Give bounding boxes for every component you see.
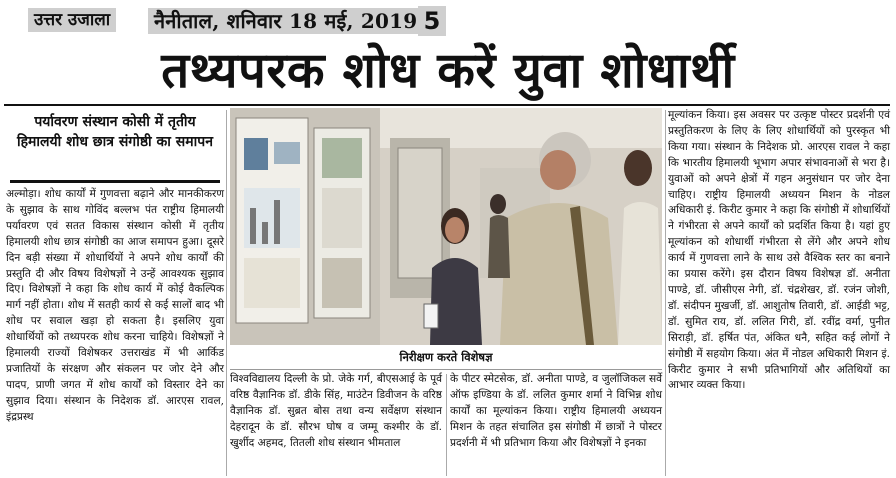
subheadline-rule (10, 180, 220, 183)
masthead (0, 0, 896, 42)
article-headline: तथ्यपरक शोध करें युवा शोधार्थी (161, 42, 735, 99)
newspaper-name: उत्तर उजाला (28, 8, 116, 32)
exhibition-photo-illustration (230, 108, 662, 345)
dateline: नैनीताल, शनिवार 18 मई, 2019 (148, 8, 423, 34)
page-number: 5 (418, 6, 446, 36)
article-column-3: के पीटर स्मेटसेक, डॉ. अनीता पाण्डे, व जुलॉजिकल सर्वे ऑफ इण्डिया के डॉ. ललित कुमार शर्मा ने विभिन्न शोध कार्यों का मूल्यांकन किया। राष्ट्रीय हिमालयी अध्ययन मिशन के तहत संचालित इस संगोष्ठी में छात्रों ने पोस्टर प्रदर्शनी में भी प्रतिभाग किया और विशेषज्ञों ने इनका (450, 373, 662, 449)
column-divider (665, 110, 666, 476)
article-subheadline: पर्यावरण संस्थान कोसी में तृतीय हिमालयी शोध छात्र संगोष्ठी का समापन (17, 114, 213, 150)
article-column-2: विश्वविद्यालय दिल्ली के प्रो. जेके गर्ग, बीएसआई के पूर्व वरिष्ठ वैज्ञानिक डॉ. डीके सिंह, माउंटेन डिवीजन के वरिष्ठ वैज्ञानिक डॉ. सुब्रत बोस तथा वन्य सर्वेक्षण संस्थान देहरादून के डॉ. सौरभ घोष व जम्मू कश्मीर के डॉ. खुर्शीद अहमद, तितली शोध संस्थान भीमताल (230, 373, 442, 449)
headline-rule (4, 104, 890, 106)
article-column-4: मूल्यांकन किया। इस अवसर पर उत्कृष्ट पोस्टर प्रदर्शनी एवं प्रस्तुतिकरण के लिए के लिए शोधार्थियों को पुरस्कृत भी किया गया। संस्थान के निदेशक प्रो. आरएस रावल ने कहा कि भारतीय हिमालयी भूभाग अपार संभावनाओं से भरा है। युवाओं को अपने क्षेत्रों में गहन अनुसंधान पर जोर देना चाहिए। राष्ट्रीय हिमालयी अध्ययन मिशन के नोडल अधिकारी इं. किरीट कुमार ने कहा कि संगोष्ठी में शोधार्थियों ने गंभीरता से अपने कार्यों को प्रदर्शित किया है। यहां हुए मूल्यांकन को शोधार्थी गंभीरता से लेंगे और अपने शोध कार्य में गुणवत्ता लाने के साथ उसे वैश्विक स्तर का बनाने का प्रयास करेंगे। इस दौरान विषय विशेषज्ञ डॉ. अनीता पाण्डे, डॉ. जीसीएस नेगी, डॉ. चंद्रशेखर, डॉ. रजंन जोशी, डॉ. संदीपन मुखर्जी, डॉ. आशुतोष तिवारी, डॉ. आईडी भट्ट, डॉ. सुमित राय, डॉ. ललित गिरी, डॉ. रवींद्र वर्मा, पुनीत सिराड़ी, डॉ. हर्षित पंत, अंकित धनै, सहित कई लोगों ने संगोष्ठी में सहयोग किया। अंत में नोडल अधिकारी मिशन इं. किरीट कुमार ने सभी प्रतिभागियों और अतिथियों का आभार व्यक्त किया। (668, 109, 890, 392)
article-photo (230, 108, 662, 345)
photo-caption: निरीक्षण करते विशेषज्ञ (230, 346, 662, 370)
column-divider (226, 110, 227, 476)
column-divider (446, 374, 447, 476)
article-column-1: अल्मोड़ा। शोध कार्यों में गुणवत्ता बढ़ाने और मानकीकरण के सुझाव के साथ गोविंद बल्लभ पंत राष्ट्रीय हिमालयी पर्यावरण एवं सतत विकास संस्थान कोसी में तृतीय हिमालयी शोध छात्र संगोष्ठी का आज समापन हुआ। दूसरे दिन बड़ी संख्या में शोधार्थियों ने अपने शोध कार्यों की प्रस्तुति दी और विषय विशेषज्ञों ने उन्हें आवश्यक सुझाव दिए। विशेषज्ञों ने कहा कि शोध कार्य में कोई वैकल्पिक मार्ग नहीं होता। शोध में सतही कार्य से कई सालों बाद भी शोध पर सवाल खड़ा हो सकता है। इसलिए युवा शोधार्थियों को तथ्यपरक शोध करना चाहिये। विशेषज्ञों ने हिमालयी राज्यों विशेषकर उत्तराखंड में भी आर्किड प्रजातियों के संरक्षण और संकलन पर जोर देने और पादप, प्राणी जगत में शोध कार्यों को विस्तार देने का सुझाव दिया। संस्थान के निदेशक डॉ. आरएस रावल, इंद्रप्रस्थ (6, 188, 224, 423)
